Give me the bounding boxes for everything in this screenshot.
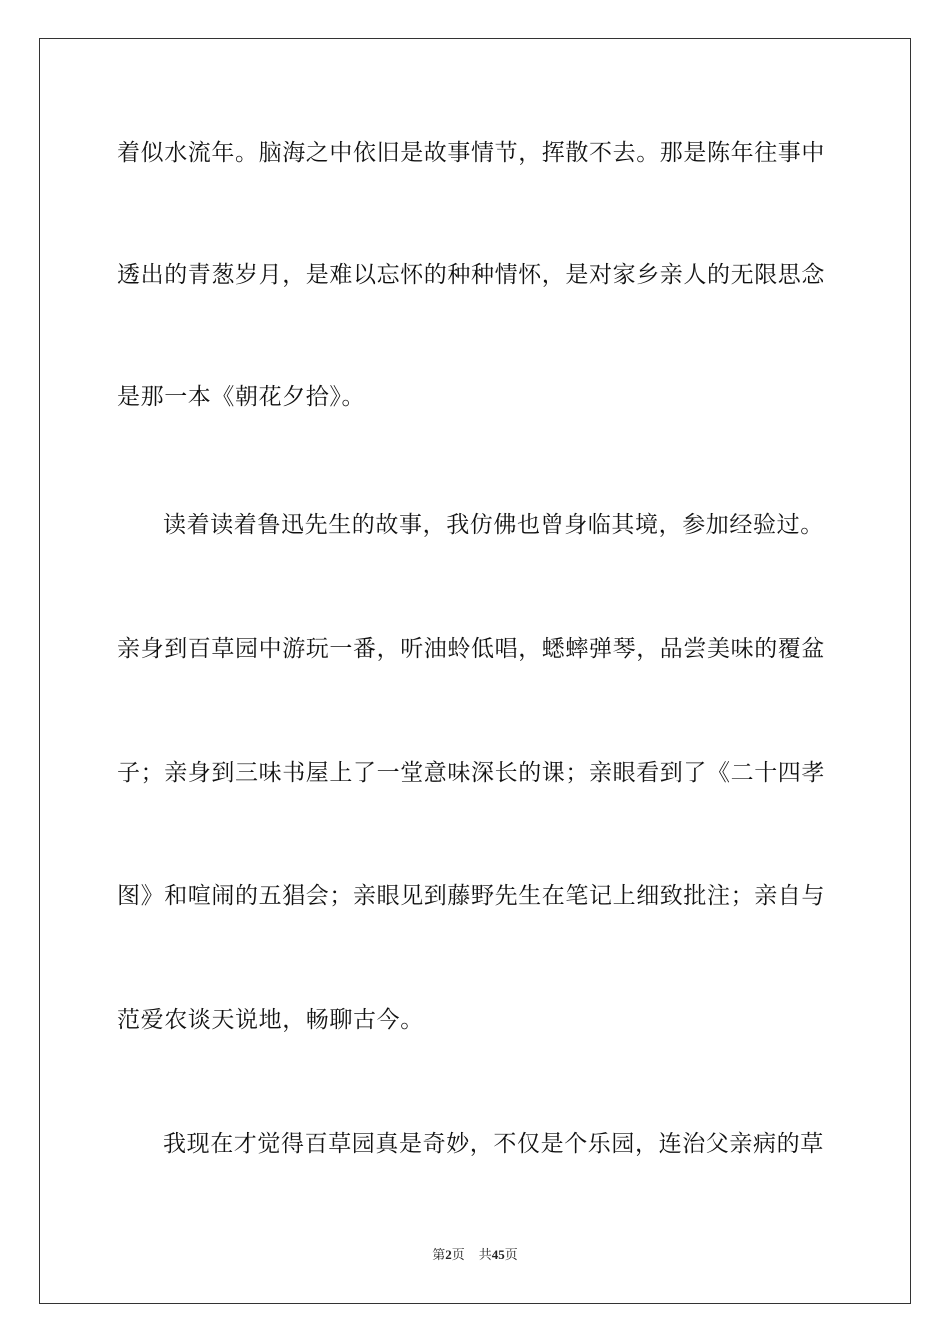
page-suffix: 页 [451,1247,465,1262]
page-number: 2 [445,1247,452,1262]
paragraph-start-line: 我现在才觉得百草园真是奇妙，不仅是个乐园，连治父亲病的草 [163,1131,824,1157]
text-line: 范爱农谈天说地，畅聊古今。 [117,1007,424,1033]
text-line: 子；亲身到三味书屋上了一堂意味深长的课；亲眼看到了《二十四孝 [117,760,825,786]
text-line: 图》和喧闹的五猖会；亲眼见到藤野先生在笔记上细致批注；亲自与 [117,883,825,909]
paragraph-start-line: 读着读着鲁迅先生的故事，我仿佛也曾身临其境，参加经验过。 [163,512,824,538]
text-line: 是那一本《朝花夕拾》。 [117,384,366,410]
text-line: 亲身到百草园中游玩一番，听油蛉低唱，蟋蟀弹琴，品尝美味的覆盆 [117,636,825,662]
page-footer [0,1246,950,1264]
text-line: 透出的青葱岁月，是难以忘怀的种种情怀，是对家乡亲人的无限思念 [117,262,825,288]
text-line: 着似水流年。脑海之中依旧是故事情节，挥散不去。那是陈年往事中 [117,140,825,166]
total-suffix: 页 [504,1247,518,1262]
total-prefix: 共 [478,1247,492,1262]
page-prefix: 第 [432,1247,446,1262]
total-pages: 45 [491,1247,505,1262]
page-border [39,38,911,1304]
